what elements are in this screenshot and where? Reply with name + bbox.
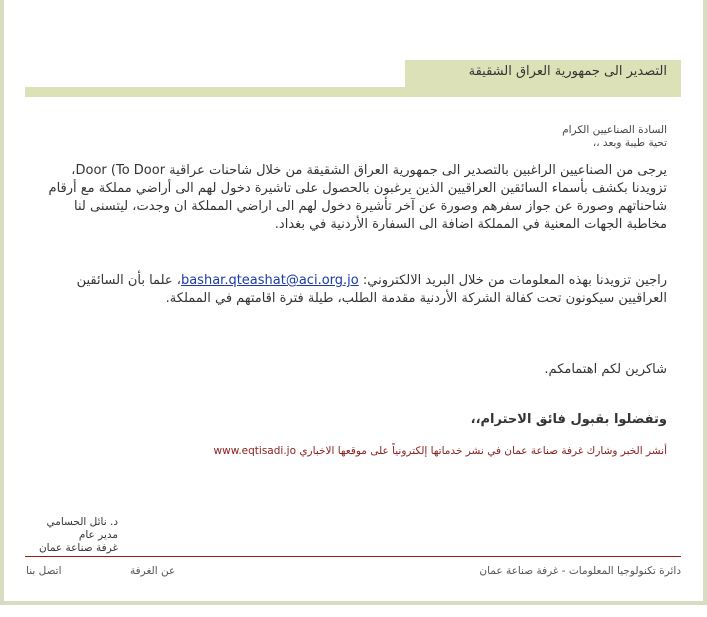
- email-link[interactable]: bashar.qteashat@aci.org.jo: [180, 273, 359, 288]
- footer-contact-link[interactable]: اتصل بنا: [26, 565, 62, 577]
- paragraph-2-rest: ، علما بأن السائقين العراقيين سيكونون تحت كفالة الشركة الأردنية مقدمة الطلب، طيلة فترة اقامتهم في المملكة.: [76, 273, 667, 306]
- signature-name: د. نائل الحسامي: [46, 516, 118, 528]
- footer-divider: [25, 556, 681, 557]
- thanks-text: شاكرين لكم اهتمامكم.: [544, 362, 667, 377]
- signature-position: مدير عام: [78, 529, 118, 541]
- footer-department: دائرة تكنولوجيا المعلومات - غرفة صناعة عمان: [479, 565, 681, 577]
- greeting-line-1: السادة الصناعيين الكرام: [562, 124, 667, 136]
- paragraph-2-intro: راجين تزويدنا بهذه المعلومات من خلال البريد الالكتروني:: [362, 273, 667, 288]
- greeting-line-2: تحية طيبة وبعد ،،: [592, 137, 667, 149]
- signature: [26, 516, 118, 555]
- signature-organization: غرفة صناعة عمان: [38, 542, 118, 554]
- body-paragraph-1: يرجى من الصناعيين الراغبين بالتصدير الى جمهورية العراق الشقيقة من خلال شاحنات عراقية Door (To Door، تزويدنا بكشف بأسماء السائقين العراقيين الذين يرغبون بالحصول على تاشيرة دخول لهم الى أراضي مملكة مع أرقام شاحناتهم وصورة عن جواز سفرهم وصورة عن آخر تأشيرة دخول لهم الى اراضي المملكة ان وجدت، ليتسنى لنا مخاطبة الجهات المعنية في المملكة اضافة الى السفارة الأردنية في بغداد.: [48, 163, 667, 232]
- body-paragraph-2: [40, 272, 667, 308]
- footer-about-link[interactable]: عن الغرفة: [130, 565, 176, 577]
- greeting: [562, 124, 667, 150]
- page-title: التصدير الى جمهورية العراق الشقيقة: [405, 60, 681, 97]
- regards-text: وتفضلوا بقبول فائق الاحترام،،: [470, 412, 667, 427]
- promo-text: أنشر الخبر وشارك غرفة صناعة عمان في نشر خدماتها إلكترونياً على موقعها الاخباري www.eqtisadi.jo: [213, 445, 667, 457]
